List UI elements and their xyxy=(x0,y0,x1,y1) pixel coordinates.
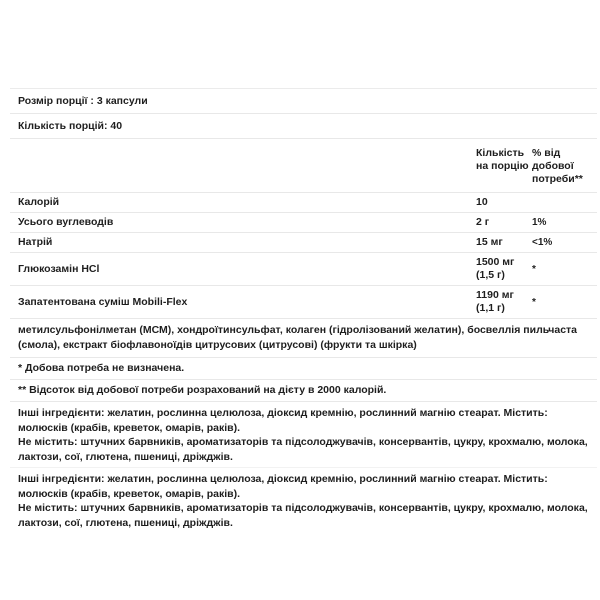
supplement-facts-panel xyxy=(10,88,597,533)
nutrient-amount: 2 г xyxy=(476,216,490,228)
free-of-text: Не містить: штучних барвників, ароматизаторів та підсолоджувачів, консервантів, цукру, крохмалю, молока, лактози, сої, глютена, пшениці, дріжджів. xyxy=(18,502,588,529)
serving-size-text: Розмір порції : 3 капсули xyxy=(18,95,148,107)
table-header-row xyxy=(10,139,597,193)
nutrient-amount: 1500 мг (1,5 г) xyxy=(476,256,515,281)
free-of-text: Не містить: штучних барвників, ароматизаторів та підсолоджувачів, консервантів, цукру, крохмалю, молока, лактози, сої, глютена, пшениці, дріжджів. xyxy=(18,436,588,463)
other-ingredients-text: Інші інгредієнти: желатин, рослинна целюлоза, діоксид кремнію, рослинний магнію стеарат. Містить: молюсків (крабів, креветок, омарів, раків). xyxy=(18,473,548,500)
servings-per-container-text: Кількість порцій: 40 xyxy=(18,120,123,132)
footnote-daily-value-not-established: * Добова потреба не визначена. xyxy=(10,358,597,380)
nutrient-amount: 1190 мг (1,1 г) xyxy=(476,289,514,314)
header-daily-value: % від добової потреби** xyxy=(532,147,583,185)
header-amount-per-serving: Кількість на порцію xyxy=(476,147,529,172)
servings-per-container-row xyxy=(10,114,597,139)
table-row-mobili-flex-blend xyxy=(10,286,597,319)
table-row-calories xyxy=(10,193,597,213)
nutrient-dv: * xyxy=(532,263,536,275)
nutrient-label: Запатентована суміш Mobili-Flex xyxy=(18,295,188,308)
nutrient-amount: 15 мг xyxy=(476,236,503,248)
nutrient-label: Усього вуглеводів xyxy=(18,216,114,228)
table-row-total-carbs xyxy=(10,213,597,233)
nutrient-dv: 1% xyxy=(532,217,547,228)
footnote-2000-calorie-diet: ** Відсоток від добової потреби розрахований на дієту в 2000 калорій. xyxy=(10,380,597,402)
nutrient-amount: 10 xyxy=(476,196,488,208)
blend-description: метилсульфонілметан (МСМ), хондроїтинсульфат, колаген (гідролізований желатин), босвеллія пильчаста (смола), екстракт біофлавоноїдів цитрусових (цитрусові) (фрукти та шкірка) xyxy=(10,319,597,358)
serving-size-row xyxy=(10,89,597,114)
nutrient-dv: <1% xyxy=(532,237,553,248)
table-row-sodium xyxy=(10,233,597,253)
table-row-glucosamine xyxy=(10,253,597,286)
nutrient-dv: * xyxy=(532,296,536,308)
other-ingredients-block-1 xyxy=(10,402,597,468)
nutrient-label: Глюкозамін HCl xyxy=(18,262,100,275)
other-ingredients-block-2 xyxy=(10,468,597,533)
other-ingredients-text: Інші інгредієнти: желатин, рослинна целюлоза, діоксид кремнію, рослинний магнію стеарат. Містить: молюсків (крабів, креветок, омарів, раків). xyxy=(18,407,548,434)
nutrient-label: Натрій xyxy=(18,236,53,248)
nutrient-label: Калорій xyxy=(18,196,60,208)
